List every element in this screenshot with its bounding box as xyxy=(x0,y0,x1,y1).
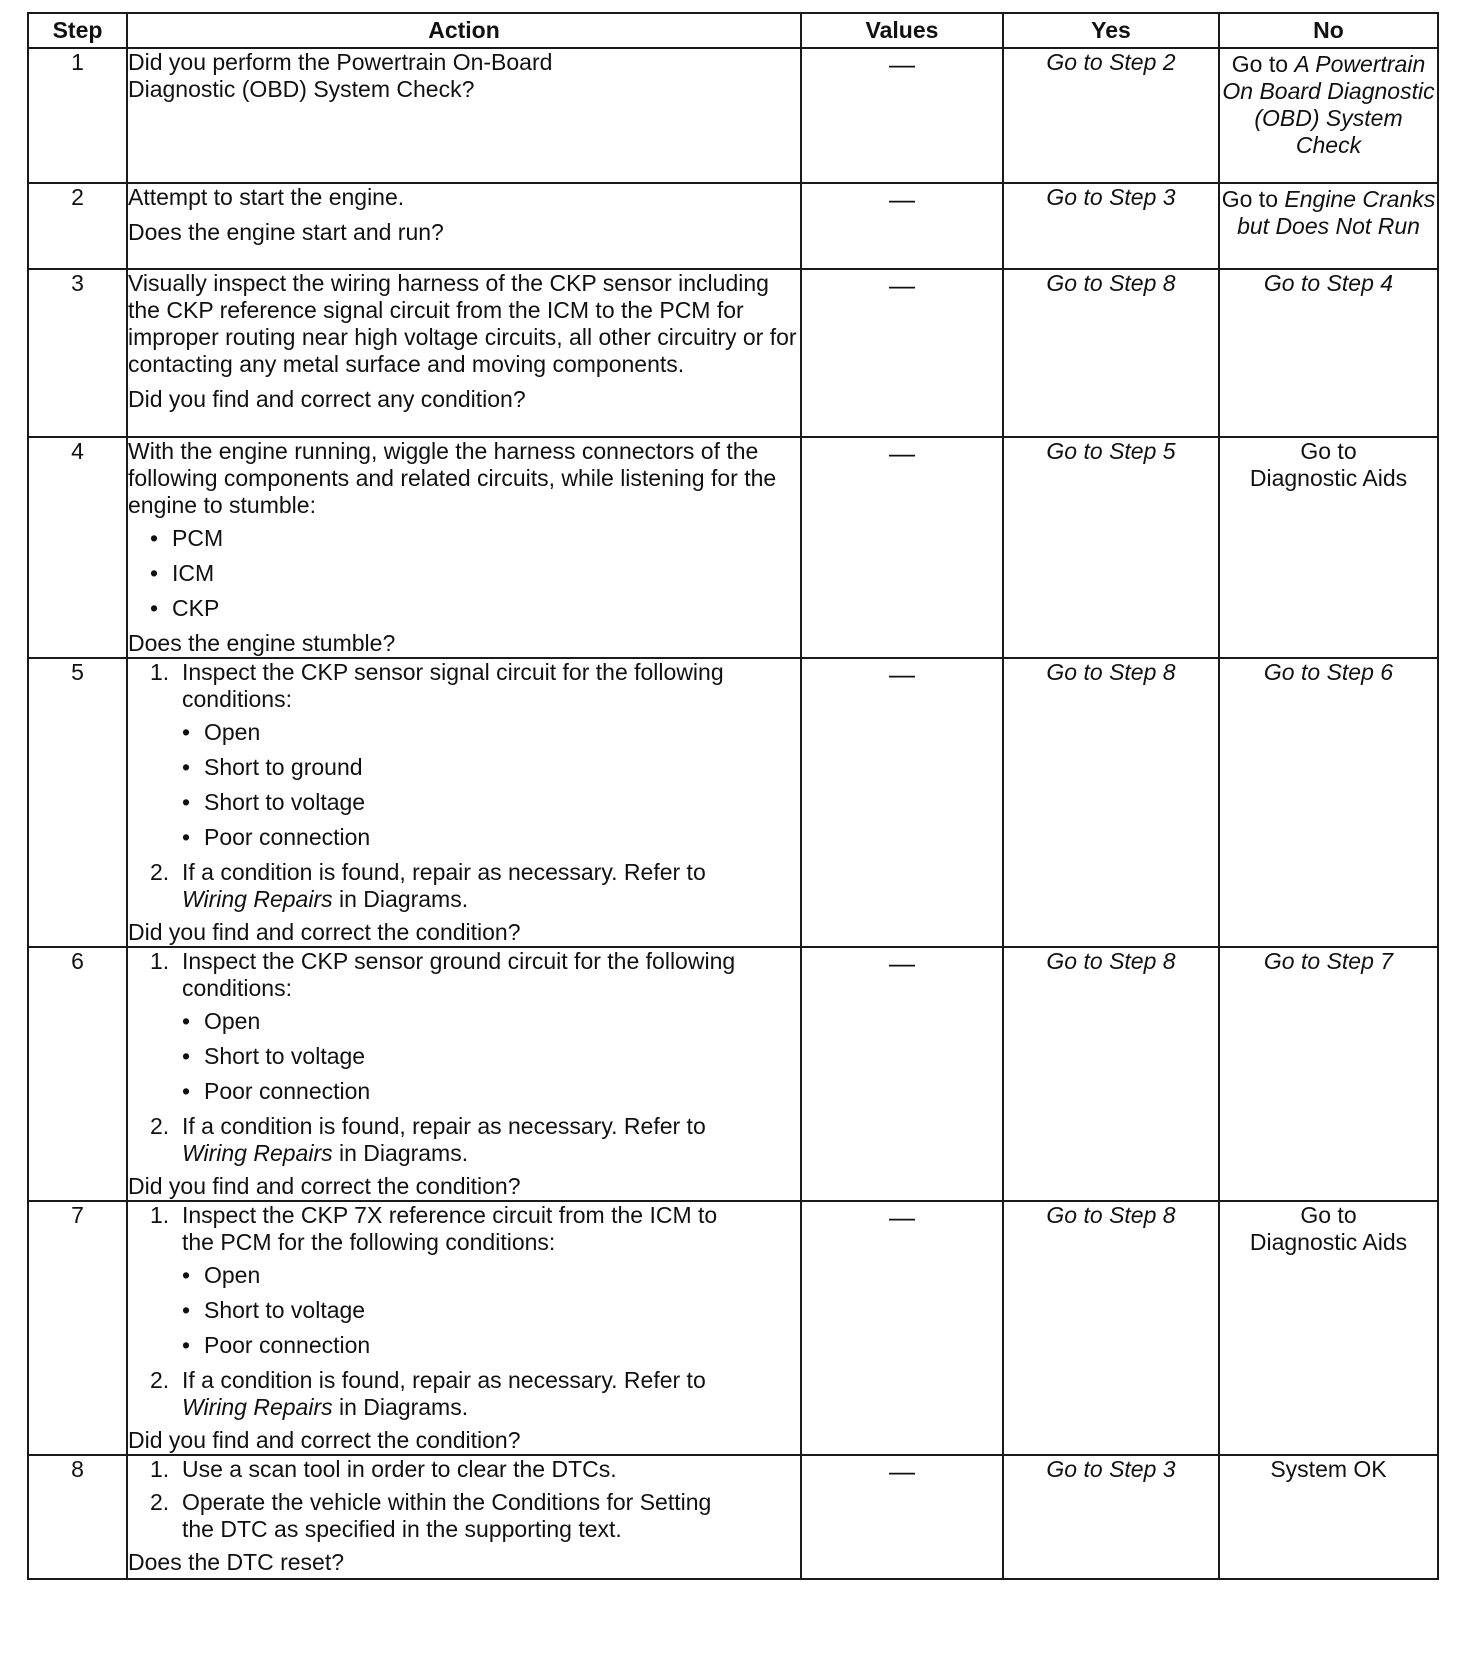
values-cell: — xyxy=(801,1201,1003,1455)
header-action: Action xyxy=(127,13,801,48)
action-question: Did you find and correct the condition? xyxy=(128,919,521,945)
list-item: 1. Inspect the CKP sensor ground circuit for the following conditions: • Open • Short to voltage • Poor connection xyxy=(150,948,800,1105)
action-cell xyxy=(127,658,801,947)
no-link[interactable] xyxy=(1219,183,1438,269)
yes-text: Go to Step 3 xyxy=(1046,184,1176,210)
procedure-list xyxy=(128,1202,800,1421)
yes-text: Go to Step 8 xyxy=(1046,270,1176,296)
wiring-repairs-link[interactable]: Wiring Repairs xyxy=(182,1394,333,1420)
no-line-2: Diagnostic Aids xyxy=(1249,465,1408,491)
header-step: Step xyxy=(28,13,127,48)
values-cell: — xyxy=(801,183,1003,269)
list-item: • Open xyxy=(182,1262,800,1289)
table-row-step-4 xyxy=(28,437,1438,658)
action-cell xyxy=(127,269,801,437)
no-line-1: Go to xyxy=(1300,1202,1357,1228)
no-line-1: Go to xyxy=(1300,438,1357,464)
condition-list xyxy=(150,719,800,851)
step-number: 2 xyxy=(28,183,127,269)
step-number: 3 xyxy=(28,269,127,437)
action-question: Does the engine start and run? xyxy=(128,219,444,245)
yes-link[interactable] xyxy=(1003,1201,1219,1455)
step-number: 8 xyxy=(28,1455,127,1579)
step-number: 5 xyxy=(28,658,127,947)
no-link[interactable] xyxy=(1219,947,1438,1201)
list-item: • Open xyxy=(182,719,800,746)
action-text: Did you perform the Powertrain On-Board Diagnostic (OBD) System Check? xyxy=(128,49,553,102)
no-link[interactable] xyxy=(1219,269,1438,437)
action-question: Does the engine stumble? xyxy=(128,630,396,656)
no-text: Go to Step 7 xyxy=(1263,948,1394,974)
yes-text: Go to Step 3 xyxy=(1046,1456,1176,1482)
list-item: 1. Inspect the CKP sensor signal circuit for the following conditions: • Open • Short to ground • Short to voltage • Poor connection xyxy=(150,659,800,851)
list-item: • Open xyxy=(182,1008,800,1035)
list-item: • ICM xyxy=(150,560,800,587)
values-cell: — xyxy=(801,48,1003,183)
action-cell xyxy=(127,947,801,1201)
list-item: • Poor connection xyxy=(182,1332,800,1359)
table-row-step-7 xyxy=(28,1201,1438,1455)
table-row-step-3 xyxy=(28,269,1438,437)
table-row-step-8 xyxy=(28,1455,1438,1579)
no-link[interactable] xyxy=(1219,1455,1438,1579)
list-item: 1. Inspect the CKP 7X reference circuit from the ICM to the PCM for the following conditions: • Open • Short to voltage • Poor connection xyxy=(150,1202,800,1359)
action-cell xyxy=(127,1201,801,1455)
no-text: System OK xyxy=(1270,1456,1387,1482)
header-values: Values xyxy=(801,13,1003,48)
action-cell xyxy=(127,1455,801,1579)
list-item: • Short to ground xyxy=(182,754,800,781)
no-prefix: Go to xyxy=(1221,186,1278,212)
no-line-2: Diagnostic Aids xyxy=(1249,1229,1408,1255)
table-row-step-6 xyxy=(28,947,1438,1201)
list-item: 2. Operate the vehicle within the Conditions for Setting the DTC as specified in the supporting text. xyxy=(150,1489,712,1542)
yes-link[interactable] xyxy=(1003,947,1219,1201)
wiring-repairs-link[interactable]: Wiring Repairs xyxy=(182,1140,333,1166)
no-link[interactable] xyxy=(1219,437,1438,658)
yes-text: Go to Step 8 xyxy=(1046,659,1176,685)
no-link-text: Engine Cranks but Does Not Run xyxy=(1237,186,1436,239)
diagnostic-page xyxy=(27,12,1437,1580)
no-link[interactable] xyxy=(1219,658,1438,947)
list-item: • Short to voltage xyxy=(182,789,800,816)
action-text: With the engine running, wiggle the harness connectors of the following components and related circuits, while listening for the engine to stumble: xyxy=(128,438,777,518)
yes-link[interactable] xyxy=(1003,658,1219,947)
diagnostic-table xyxy=(27,12,1439,1580)
list-item: • Poor connection xyxy=(182,824,800,851)
step-number: 1 xyxy=(28,48,127,183)
list-item: • Poor connection xyxy=(182,1078,800,1105)
no-link[interactable] xyxy=(1219,1201,1438,1455)
list-item: 2. If a condition is found, repair as necessary. Refer to Wiring Repairs in Diagrams. xyxy=(150,1113,706,1166)
no-text: Go to Step 6 xyxy=(1263,659,1394,685)
step-number: 7 xyxy=(28,1201,127,1455)
yes-text: Go to Step 8 xyxy=(1046,948,1176,974)
values-cell: — xyxy=(801,437,1003,658)
header-no: No xyxy=(1219,13,1438,48)
list-item: 2. If a condition is found, repair as necessary. Refer to Wiring Repairs in Diagrams. xyxy=(150,1367,706,1420)
condition-list xyxy=(150,1262,800,1359)
action-question: Did you find and correct the condition? xyxy=(128,1173,521,1199)
list-item: • PCM xyxy=(150,525,800,552)
no-text: Go to Step 4 xyxy=(1263,270,1394,296)
wiring-repairs-link[interactable]: Wiring Repairs xyxy=(182,886,333,912)
list-item: 2. If a condition is found, repair as necessary. Refer to Wiring Repairs in Diagrams. xyxy=(150,859,706,912)
list-item: • CKP xyxy=(150,595,800,622)
action-cell xyxy=(127,183,801,269)
step-number: 6 xyxy=(28,947,127,1201)
list-item: • Short to voltage xyxy=(182,1043,800,1070)
yes-link[interactable] xyxy=(1003,437,1219,658)
table-row-step-5 xyxy=(28,658,1438,947)
values-cell: — xyxy=(801,947,1003,1201)
action-text: Attempt to start the engine. xyxy=(128,184,405,210)
yes-text: Go to Step 8 xyxy=(1046,1202,1176,1228)
action-question: Did you find and correct any condition? xyxy=(128,386,526,412)
procedure-list xyxy=(128,659,800,913)
no-prefix: Go to xyxy=(1231,51,1289,77)
list-item: • Short to voltage xyxy=(182,1297,800,1324)
action-cell xyxy=(127,48,801,183)
header-row xyxy=(28,13,1438,48)
component-list xyxy=(128,525,800,622)
list-item: 1. Use a scan tool in order to clear the DTCs. xyxy=(150,1456,617,1482)
procedure-list xyxy=(128,1456,800,1543)
action-cell xyxy=(127,437,801,658)
yes-text: Go to Step 5 xyxy=(1046,438,1176,464)
header-yes: Yes xyxy=(1003,13,1219,48)
values-cell: — xyxy=(801,658,1003,947)
condition-list xyxy=(150,1008,800,1105)
yes-link[interactable] xyxy=(1003,48,1219,183)
yes-link[interactable] xyxy=(1003,269,1219,437)
action-text: Visually inspect the wiring harness of the CKP sensor including the CKP reference signal circuit from the ICM to the PCM for improper routing near high voltage circuits, all other circuitry or for contacting any metal surface and moving components. xyxy=(128,270,797,377)
step-number: 4 xyxy=(28,437,127,658)
procedure-list xyxy=(128,948,800,1167)
table-row-step-2 xyxy=(28,183,1438,269)
yes-link[interactable] xyxy=(1003,1455,1219,1579)
yes-text: Go to Step 2 xyxy=(1046,49,1176,75)
no-link[interactable] xyxy=(1219,48,1438,183)
action-question: Does the DTC reset? xyxy=(128,1549,345,1575)
table-row-step-1 xyxy=(28,48,1438,183)
values-cell: — xyxy=(801,269,1003,437)
yes-link[interactable] xyxy=(1003,183,1219,269)
values-cell: — xyxy=(801,1455,1003,1579)
action-question: Did you find and correct the condition? xyxy=(128,1427,521,1453)
no-link-text: A Powertrain On Board Diagnostic (OBD) System Check xyxy=(1222,51,1435,158)
